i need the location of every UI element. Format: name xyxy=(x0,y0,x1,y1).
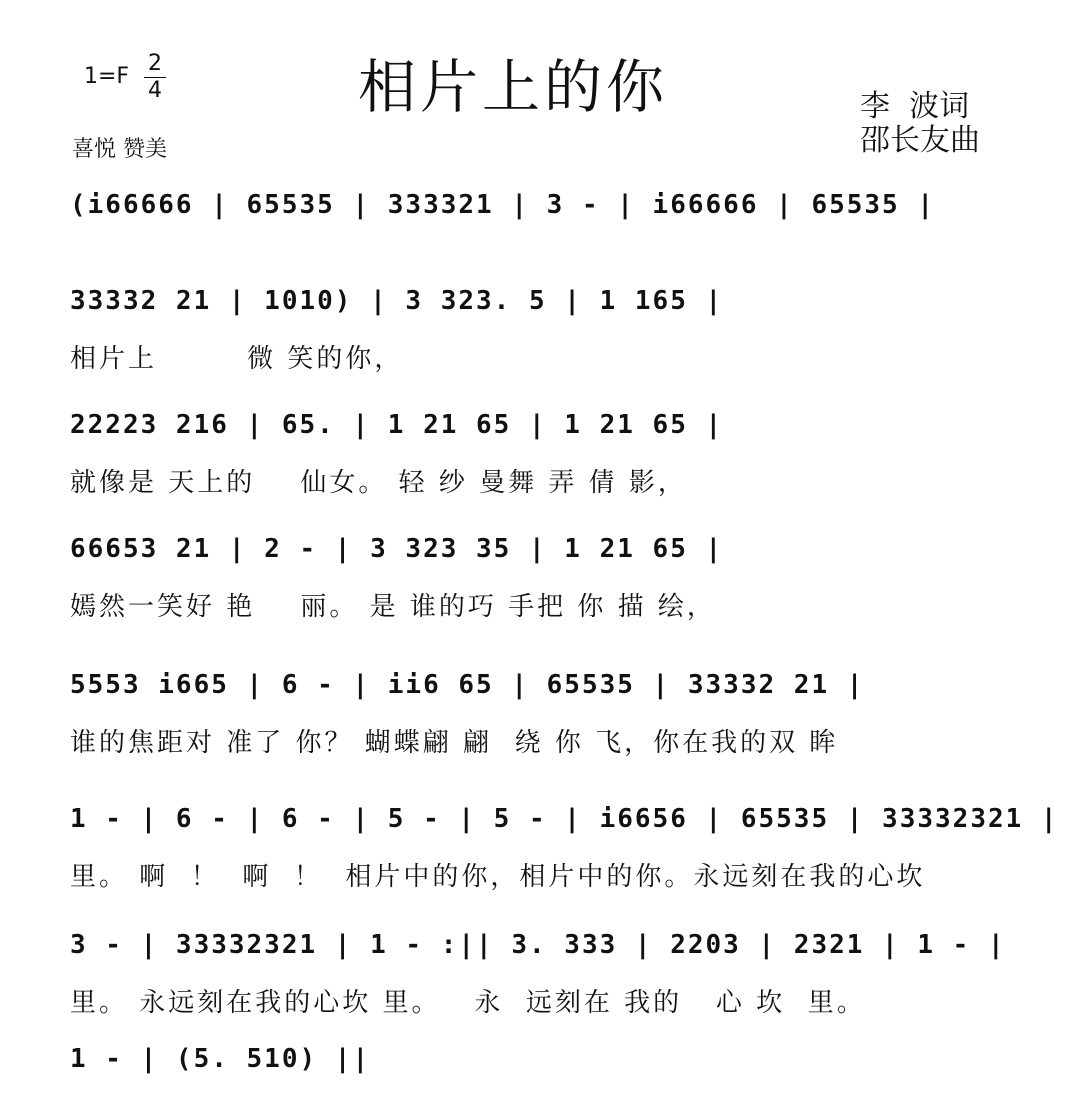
lyrics-line: 相片上 微 笑的你， xyxy=(70,344,404,374)
lyrics-line: 里。 永远刻在我的心坎 里。 永 远刻在 我的 心 坎 里。 xyxy=(70,988,866,1018)
key-signature: 1=F xyxy=(84,64,130,89)
lyrics-line: 谁的焦距对 准了 你？ 蝴蝶翩 翩 绕 你 飞，你在我的双 眸 xyxy=(70,728,839,758)
notation-line: 3 - | 33332321 | 1 - :|| 3. 333 | 2203 | 2321 | 1 - | xyxy=(70,930,1006,960)
notation-line: 1 - | 6 - | 6 - | 5 - | 5 - | i6656 | 65535 | 33332321 | xyxy=(70,804,1059,834)
lyrics-line: 嫣然一笑好 艳 丽。 是 谁的巧 手把 你 描 绘， xyxy=(70,592,716,622)
meter-bottom: 4 xyxy=(148,78,162,103)
lyricist: 李 波词 xyxy=(860,89,970,124)
notation-line: 1 - | (5. 510) || xyxy=(70,1044,371,1074)
notation-line: 66653 21 | 2 - | 3 323 35 | 1 21 65 | xyxy=(70,534,724,564)
notation-line: 22223 216 | 65. | 1 21 65 | 1 21 65 | xyxy=(70,410,724,440)
lyrics-line: 就像是 天上的 仙女。 轻 纱 曼舞 弄 倩 影， xyxy=(70,468,687,498)
mood-marking: 喜悦 赞美 xyxy=(72,137,167,162)
composer: 邵长友曲 xyxy=(860,123,980,158)
notation-line: 5553 i665 | 6 - | ii6 65 | 65535 | 33332 21 | xyxy=(70,670,865,700)
song-title: 相片上的你 xyxy=(358,53,669,121)
notation-line: (i66666 | 65535 | 333321 | 3 - | i66666 | 65535 | xyxy=(70,190,936,220)
credits xyxy=(860,90,980,158)
meter-top: 2 xyxy=(148,51,162,76)
notation-line: 33332 21 | 1010) | 3 323. 5 | 1 165 | xyxy=(70,286,724,316)
time-signature xyxy=(144,52,166,103)
lyrics-line: 里。 啊 ！ 啊 ！ 相片中的你，相片中的你。永远刻在我的心坎 xyxy=(70,862,926,892)
